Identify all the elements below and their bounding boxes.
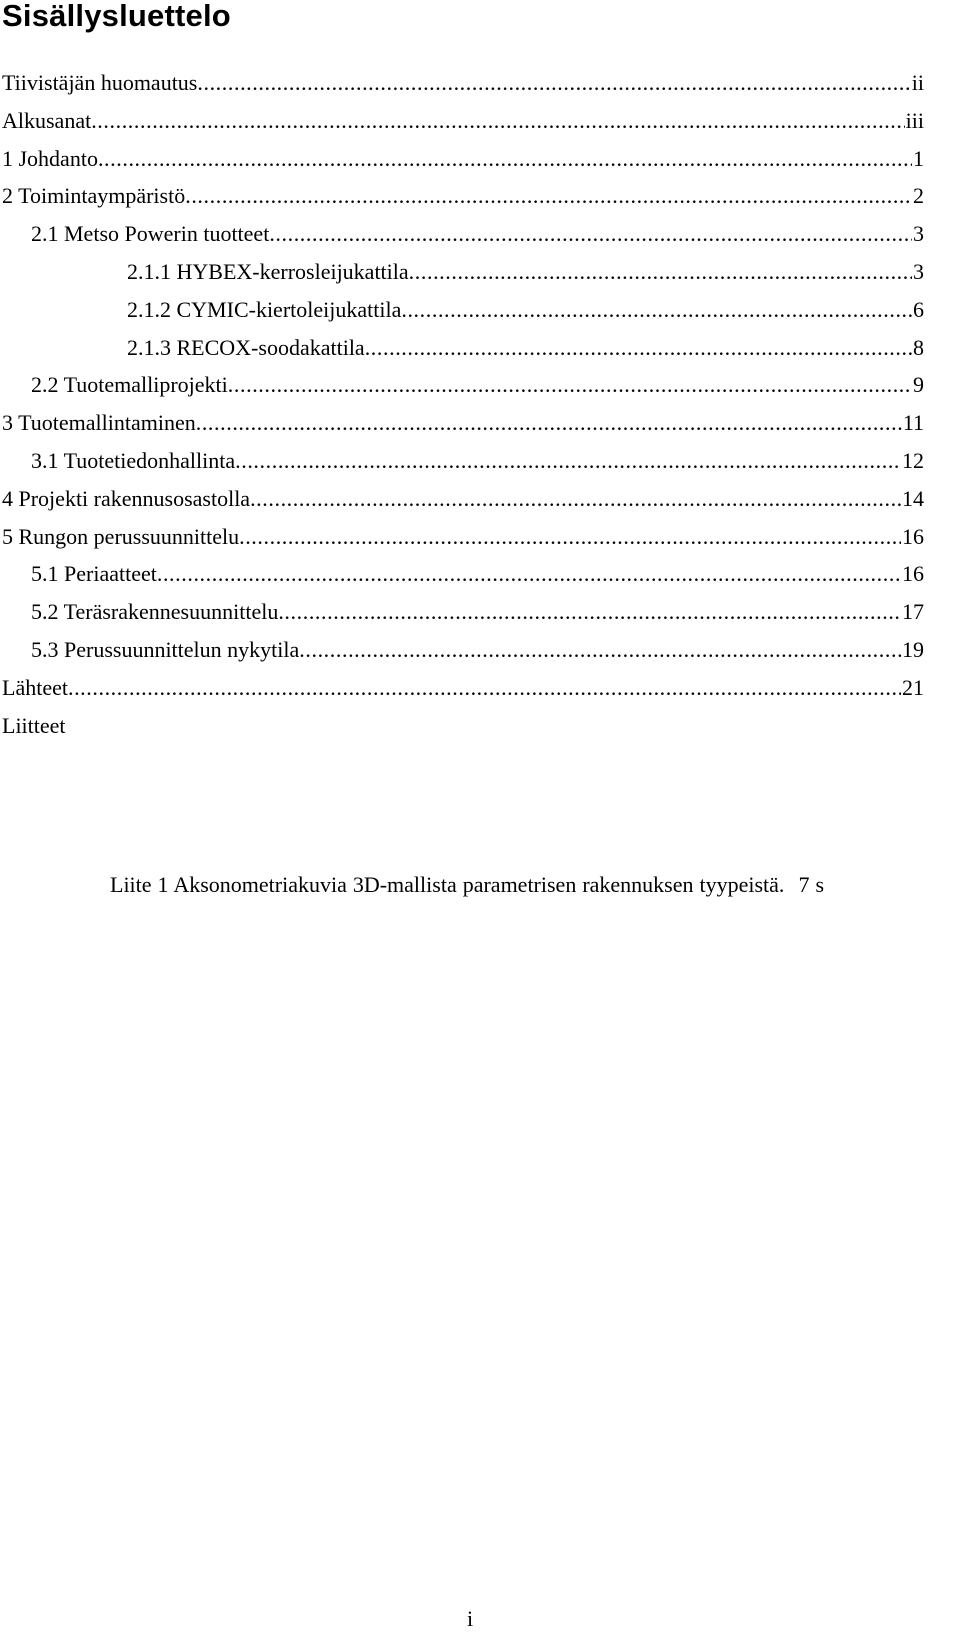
toc-entry-recox[interactable] xyxy=(2,329,924,367)
toc-entry-label: 3 Tuotemallintaminen xyxy=(2,410,196,436)
appendix-label: Liite 1 Aksonometriakuvia 3D-mallista parametrisen rakennuksen tyypeistä. xyxy=(110,872,785,897)
dot-leader xyxy=(278,593,901,631)
toc-entry-label: 5 Rungon perussuunnittelu xyxy=(2,523,240,549)
toc-entry-label: 5.3 Perussuunnittelun nykytila xyxy=(31,636,300,662)
toc-entry-label: 2.1.2 CYMIC-kiertoleijukattila xyxy=(127,296,402,322)
toc-entry-page: 6 xyxy=(913,296,924,322)
toc-entry-page: 17 xyxy=(902,599,924,625)
toc-entry-tuotemallintaminen[interactable] xyxy=(2,404,924,442)
toc-entry-label: 1 Johdanto xyxy=(2,145,98,171)
toc-entry-tiivistajan-huomautus[interactable] xyxy=(2,64,924,102)
toc-entry-toimintaymparisto[interactable] xyxy=(2,177,924,215)
toc-entry-lahteet[interactable] xyxy=(2,669,924,707)
toc-entry-tuotetiedonhallinta[interactable] xyxy=(2,442,924,480)
dot-leader xyxy=(98,140,912,178)
toc-entry-page: 21 xyxy=(902,674,924,700)
toc-entry-page: 1 xyxy=(913,145,924,171)
toc-entry-page: 16 xyxy=(902,561,924,587)
toc-entry-liitteet xyxy=(2,707,924,745)
dot-leader xyxy=(409,253,912,291)
toc-entry-label: 2.2 Tuotemalliprojekti xyxy=(31,372,228,398)
toc-entry-label: 5.1 Periaatteet xyxy=(31,561,157,587)
toc-entry-hybex[interactable] xyxy=(2,253,924,291)
toc-entry-rungon-perussuunnittelu[interactable] xyxy=(2,518,924,556)
dot-leader xyxy=(365,329,912,367)
toc-entry-label: Liitteet xyxy=(2,712,66,738)
toc-entry-page: 16 xyxy=(902,523,924,549)
dot-leader xyxy=(196,404,902,442)
toc-entry-projekti-rakennusosastolla[interactable] xyxy=(2,480,924,518)
toc-entry-metso-powerin-tuotteet[interactable] xyxy=(2,215,924,253)
toc-entry-page: 8 xyxy=(913,334,924,360)
toc-entry-periaatteet[interactable] xyxy=(2,555,924,593)
appendix-pages: 7 s xyxy=(798,872,824,897)
toc-entry-label: 2.1 Metso Powerin tuotteet xyxy=(31,221,270,247)
toc-entry-page: 3 xyxy=(913,221,924,247)
toc-entry-page: 12 xyxy=(902,447,924,473)
dot-leader xyxy=(250,480,901,518)
toc-entry-cymic[interactable] xyxy=(2,291,924,329)
toc-heading: Sisällysluettelo xyxy=(2,0,231,33)
toc-list xyxy=(2,64,924,744)
dot-leader xyxy=(185,177,912,215)
toc-entry-johdanto[interactable] xyxy=(2,140,924,178)
dot-leader xyxy=(197,64,910,102)
dot-leader xyxy=(157,555,901,593)
toc-entry-page: 19 xyxy=(902,636,924,662)
dot-leader xyxy=(91,102,904,140)
dot-leader xyxy=(401,291,912,329)
dot-leader xyxy=(239,518,901,556)
dot-leader xyxy=(68,669,901,707)
dot-leader xyxy=(228,366,912,404)
toc-entry-page: 9 xyxy=(913,372,924,398)
toc-entry-page: iii xyxy=(905,107,924,133)
toc-entry-label: Alkusanat xyxy=(2,107,92,133)
toc-entry-label: 2 Toimintaympäristö xyxy=(2,183,186,209)
toc-entry-page: 14 xyxy=(902,485,924,511)
appendix-entry xyxy=(110,866,824,904)
toc-entry-label: 3.1 Tuotetiedonhallinta xyxy=(31,447,236,473)
dot-leader xyxy=(269,215,912,253)
toc-entry-label: 5.2 Teräsrakennesuunnittelu xyxy=(31,599,279,625)
toc-entry-label: 2.1.1 HYBEX-kerrosleijukattila xyxy=(127,258,409,284)
toc-entry-perussuunnittelun-nykytila[interactable] xyxy=(2,631,924,669)
toc-entry-terasrakennesuunnittelu[interactable] xyxy=(2,593,924,631)
toc-entry-label: 4 Projekti rakennusosastolla xyxy=(2,485,251,511)
toc-entry-page: ii xyxy=(911,70,924,95)
toc-entry-alkusanat[interactable] xyxy=(2,102,924,140)
toc-entry-page: 11 xyxy=(902,410,924,436)
toc-entry-page: 3 xyxy=(913,258,924,284)
toc-entry-label: Lähteet xyxy=(2,674,68,700)
dot-leader xyxy=(235,442,901,480)
toc-entry-label: Tiivistäjän huomautus xyxy=(2,70,198,95)
toc-entry-tuotemalliprojekti[interactable] xyxy=(2,366,924,404)
dot-leader xyxy=(299,631,901,669)
toc-entry-page: 2 xyxy=(913,183,924,209)
toc-entry-label: 2.1.3 RECOX-soodakattila xyxy=(127,334,365,360)
page-number: i xyxy=(466,1606,474,1631)
